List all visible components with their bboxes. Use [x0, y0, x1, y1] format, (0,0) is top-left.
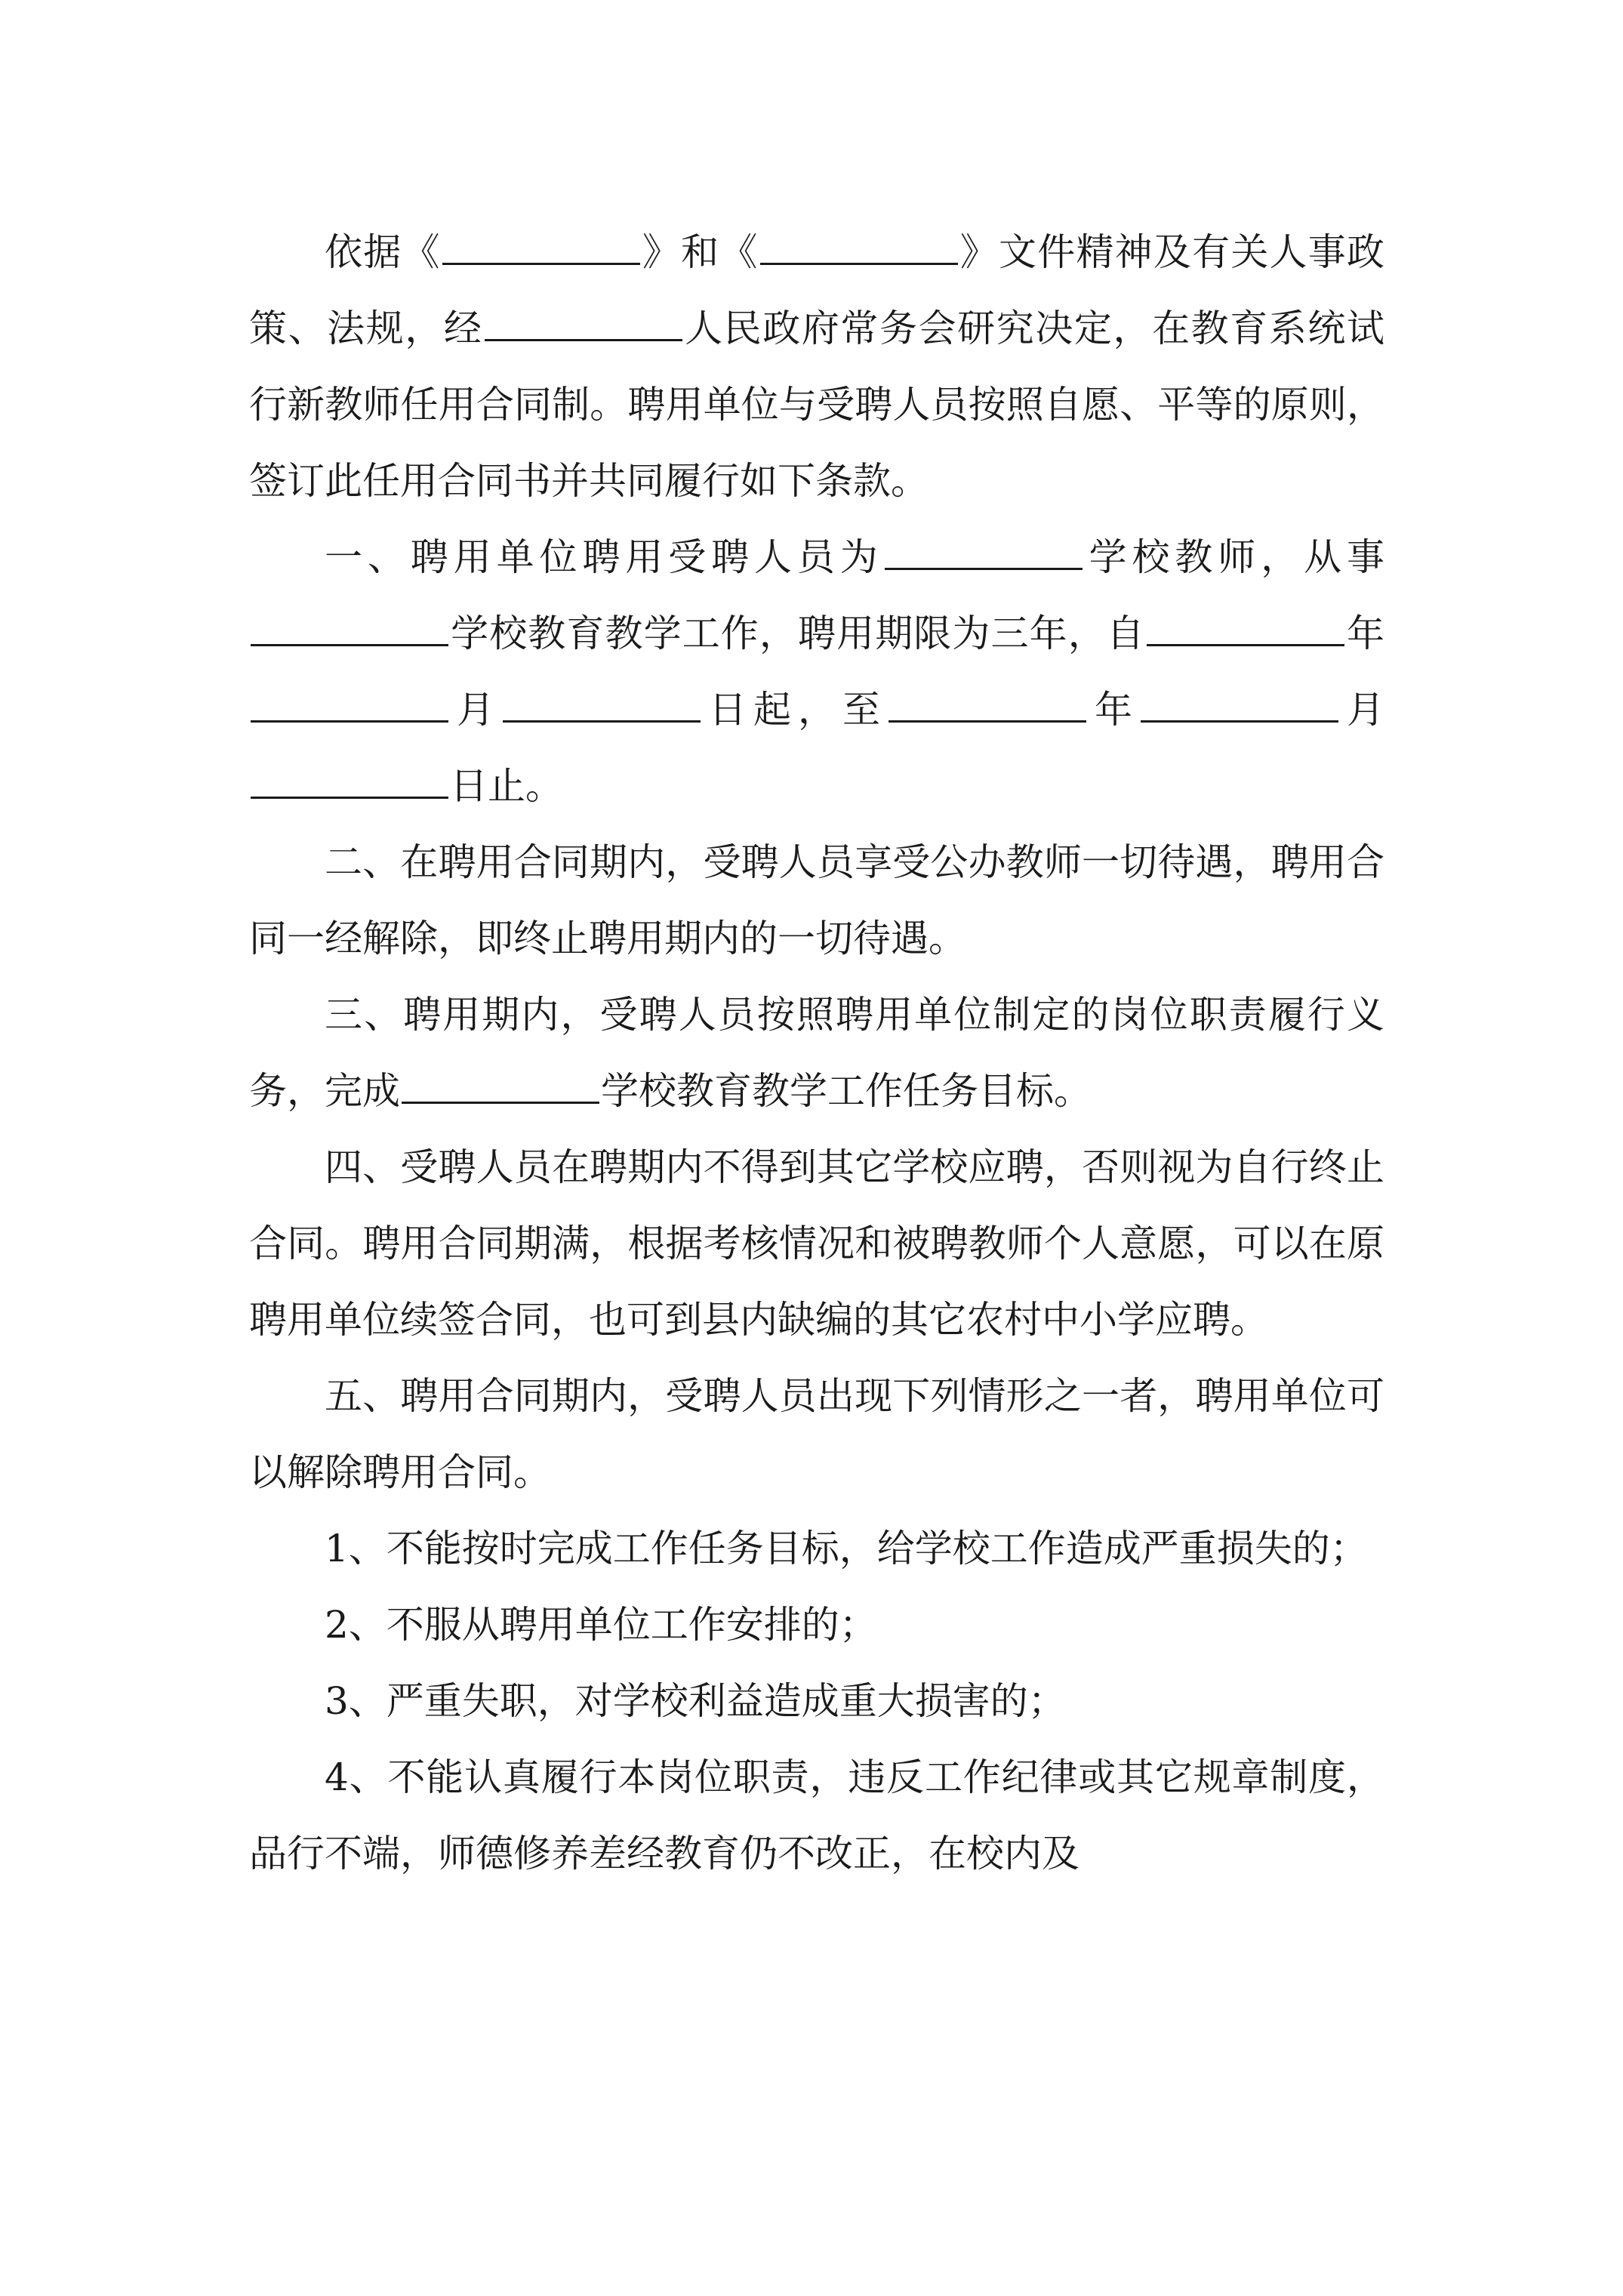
document-body [249, 214, 1384, 1892]
fill-in-blank [402, 1101, 599, 1104]
paragraph-item-1 [249, 1511, 1384, 1587]
paragraph-text: 1、不能按时完成工作任务目标，给学校工作造成严重损失的； [325, 1527, 1368, 1570]
paragraph-item-2 [249, 1587, 1384, 1663]
fill-in-blank [251, 720, 448, 723]
paragraph-text: 日止。 [450, 764, 563, 808]
paragraph-text: 月 [1340, 688, 1384, 732]
fill-in-blank [1147, 643, 1344, 646]
paragraph-text: 一、聘用单位聘用受聘人员为 [325, 535, 883, 579]
paragraph-item-4 [249, 1740, 1384, 1892]
paragraph-clause-5 [249, 1358, 1384, 1511]
fill-in-blank [1141, 720, 1338, 723]
paragraph-intro [249, 214, 1384, 519]
paragraph-text: 年 [1345, 612, 1385, 655]
paragraph-text: 学校教育教学工作，聘用期限为三年，自 [450, 612, 1145, 655]
paragraph-text: 学校教育教学工作任务目标。 [601, 1069, 1092, 1113]
paragraph-text: 三、聘用期内，受聘人员按照聘用单位制定的岗位职责履行义务，完成 [249, 993, 1384, 1113]
paragraph-text: 二、在聘用合同期内，受聘人员享受公办教师一切待遇，聘用合同一经解除，即终止聘用期内的一切待遇。 [249, 840, 1384, 960]
paragraph-clause-4 [249, 1130, 1384, 1358]
paragraph-text: 年 [1088, 688, 1139, 732]
paragraph-text: 2、不服从聘用单位工作安排的； [325, 1603, 877, 1647]
fill-in-blank [888, 720, 1086, 723]
fill-in-blank [251, 796, 448, 799]
paragraph-text: 3、严重失职，对学校利益造成重大损害的； [325, 1679, 1066, 1723]
fill-in-blank [251, 643, 448, 646]
paragraph-clause-2 [249, 824, 1384, 977]
paragraph-clause-3 [249, 977, 1384, 1130]
paragraph-text: 》文件精神及有关人事政策、法规，经 [249, 230, 1385, 350]
fill-in-blank [885, 567, 1083, 570]
paragraph-text: 4、不能认真履行本岗位职责，违反工作纪律或其它规章制度，品行不端，师德修养差经教育仍不改正，在校内及 [249, 1755, 1384, 1875]
fill-in-blank [503, 720, 701, 723]
paragraph-text: 》和《 [641, 230, 759, 274]
fill-in-blank [442, 262, 640, 265]
paragraph-clause-1 [249, 519, 1384, 824]
paragraph-text: 日起，至 [702, 688, 887, 732]
fill-in-blank [485, 338, 682, 341]
paragraph-text: 学校教师，从事 [1083, 535, 1385, 579]
paragraph-item-3 [249, 1663, 1384, 1740]
paragraph-text: 依据《 [325, 230, 441, 274]
paragraph-text: 五、聘用合同期内，受聘人员出现下列情形之一者，聘用单位可以解除聘用合同。 [249, 1374, 1384, 1494]
fill-in-blank [760, 262, 958, 265]
paragraph-text: 月 [450, 688, 501, 732]
paragraph-text: 四、受聘人员在聘期内不得到其它学校应聘，否则视为自行终止合同。聘用合同期满，根据考核情况和被聘教师个人意愿，可以在原聘用单位续签合同，也可到县内缺编的其它农村中小学应聘。 [249, 1145, 1384, 1342]
paragraph-text: 人民政府常务会研究决定，在教育系统试行新教师任用合同制。聘用单位与受聘人员按照自愿、平等的原则，签订此任用合同书并共同履行如下条款。 [249, 307, 1384, 503]
